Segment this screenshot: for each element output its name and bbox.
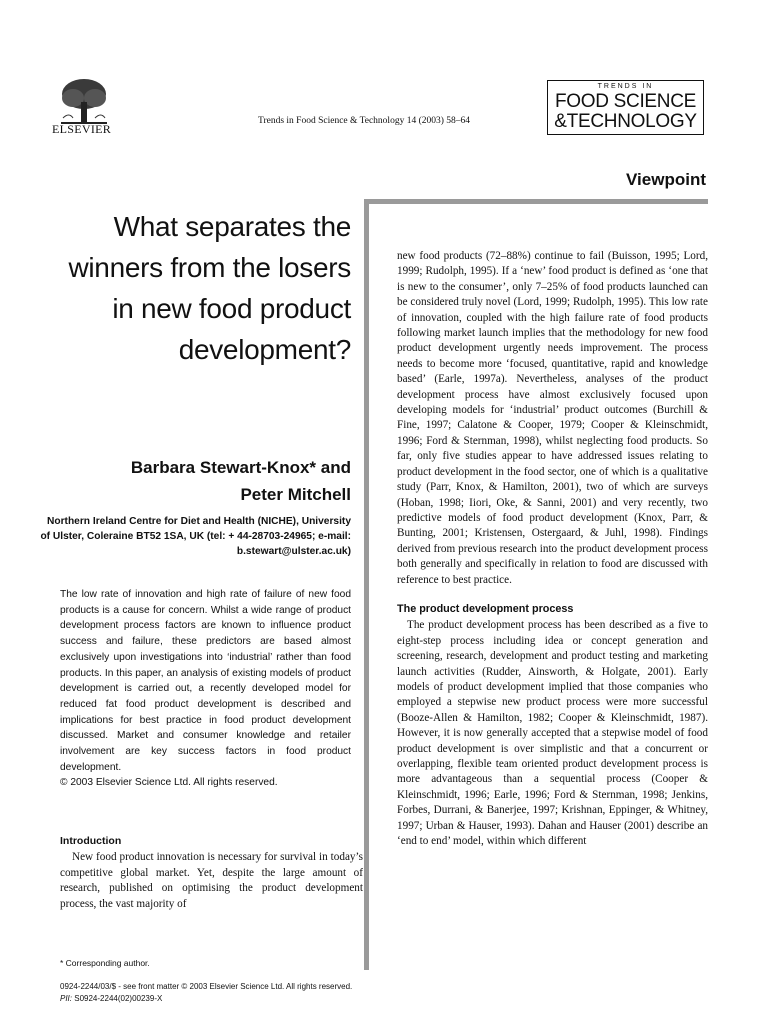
body-paragraph-2: The product development process has been described as a five to eight-step process including idea or concept generation and screening, research, development and product testing and marketing launch activities (Rudder, Ainsworth, & Holgate, 2001). Early models of product development implied that those companies who employed a stepwise new product process were more successful (Booze-Allen & Hamilton, 1982; Cooper & Kleinschmidt, 1987). However, it is now generally accepted that a stepwise model of food product development is over simplistic and that a concurrent or overlapping, flexible team oriented product development process is more advantageous than a sequential process (Cooper & Kleinschmidt, 1996; Earle, 1996; Ford & Sternman, 1998; Jenkins, Forbes, Durrani, & Banerjee, 1997; Krishnan, Eppinger, & Whitney, 1997; Urban & Hauser, 1993). Dahan and Hauser (2001) describe an ‘end to end’ model, within which different (397, 619, 708, 848)
abstract-copyright: © 2003 Elsevier Science Ltd. All rights reserved. (60, 777, 278, 789)
article-title: What separates the winners from the losers in new food product development? (68, 211, 351, 365)
column-rule (364, 199, 369, 970)
introduction-heading: Introduction (60, 835, 122, 847)
authors-line-1: Barbara Stewart-Knox* and (130, 458, 351, 477)
masthead-line-2: &TECHNOLOGY (554, 111, 697, 132)
body-paragraph-1: new food products (72–88%) continue to fail (Buisson, 1995; Lord, 1999; Rudolph, 1995). If a ‘new’ food product is defined as ‘one that is new to the consumer’, only 7–25% of food products launched can be considered truly novel (Lord, 1999; Rudolph, 1995). This low rate of innovation, coupled with the high failure rate of food products following market launch implies that the methodology for new food product development urgently needs improvement. The process needs to become more ‘focused, quantitative, rapid and knowledge based’ (Earle, 1997a). Nevertheless, analyses of the product development process have almost exclusively focused upon developing models for ‘industrial’ product outcomes (Burchill & Fine, 1997; Calatone & Cooper, 1979; Cooper & Kleinschmidt, 1996; Ford & Sternman, 1998), whilst neglecting food products. So far, only five studies appear to have addressed issues relating to product development in the food sector, one of which is a qualitative study (Parr, Knox, & Hamilton, 2001), two of which are surveys (Hoban, 1998; Iiori, Oke, & Sanni, 2001) and very recently, two predictive models of food product development (Knox, Parr, & Bunting, 2001; Kristensen, Ostergaard, & Juhl, 1998). Findings derived from previous research into the product development process both generally and specifically in relation to food are discussed with reference to best practice. (397, 250, 708, 586)
introduction-text: New food product innovation is necessary for survival in today’s competitive global market. Yet, despite the large amount of research, published on optimising the product development process, the vast majority of (60, 851, 363, 910)
header-rule (364, 199, 708, 204)
abstract (60, 587, 351, 791)
pii-value: S0924-2244(02)00239-X (74, 994, 163, 1003)
journal-citation: Trends in Food Science & Technology 14 (2003) 58–64 (258, 116, 471, 126)
journal-masthead (547, 80, 704, 135)
author-affiliation: Northern Ireland Centre for Diet and Health (NICHE), University of Ulster, Coleraine BT52 1SA, UK (tel: + 44-28703-24965; e-mail: b.stewart@ulster.ac.uk) (40, 516, 351, 557)
pii-label: PII: (60, 994, 73, 1003)
section-heading: The product development process (397, 602, 574, 615)
authors-line-2: Peter Mitchell (240, 485, 351, 504)
masthead-line-1: FOOD SCIENCE (554, 91, 697, 112)
issn-line: 0924-2244/03/$ - see front matter © 2003 Elsevier Science Ltd. All rights reserved. (60, 982, 353, 991)
publisher-name: ELSEVIER (52, 122, 112, 136)
section-label: Viewpoint (626, 170, 706, 189)
right-column (397, 249, 708, 849)
article-authors (40, 454, 351, 508)
masthead-top-line: TRENDS IN (597, 83, 654, 90)
pii-line (60, 994, 162, 1003)
footnote: * Corresponding author. (60, 958, 150, 968)
abstract-text: The low rate of innovation and high rate of failure of new food products is a cause for concern. Whilst a wide range of product development process factors are known to influence product success and failure, these predictors are based almost exclusively upon investigations into ‘industrial’ rather than food products. In this paper, an analysis of existing models of product development is carried out, a recently developed model for reduced fat food product development is described and implications for best practice in food product development discussed. Market and consumer knowledge and retailer involvement are key success factors in food product development. (60, 589, 351, 773)
